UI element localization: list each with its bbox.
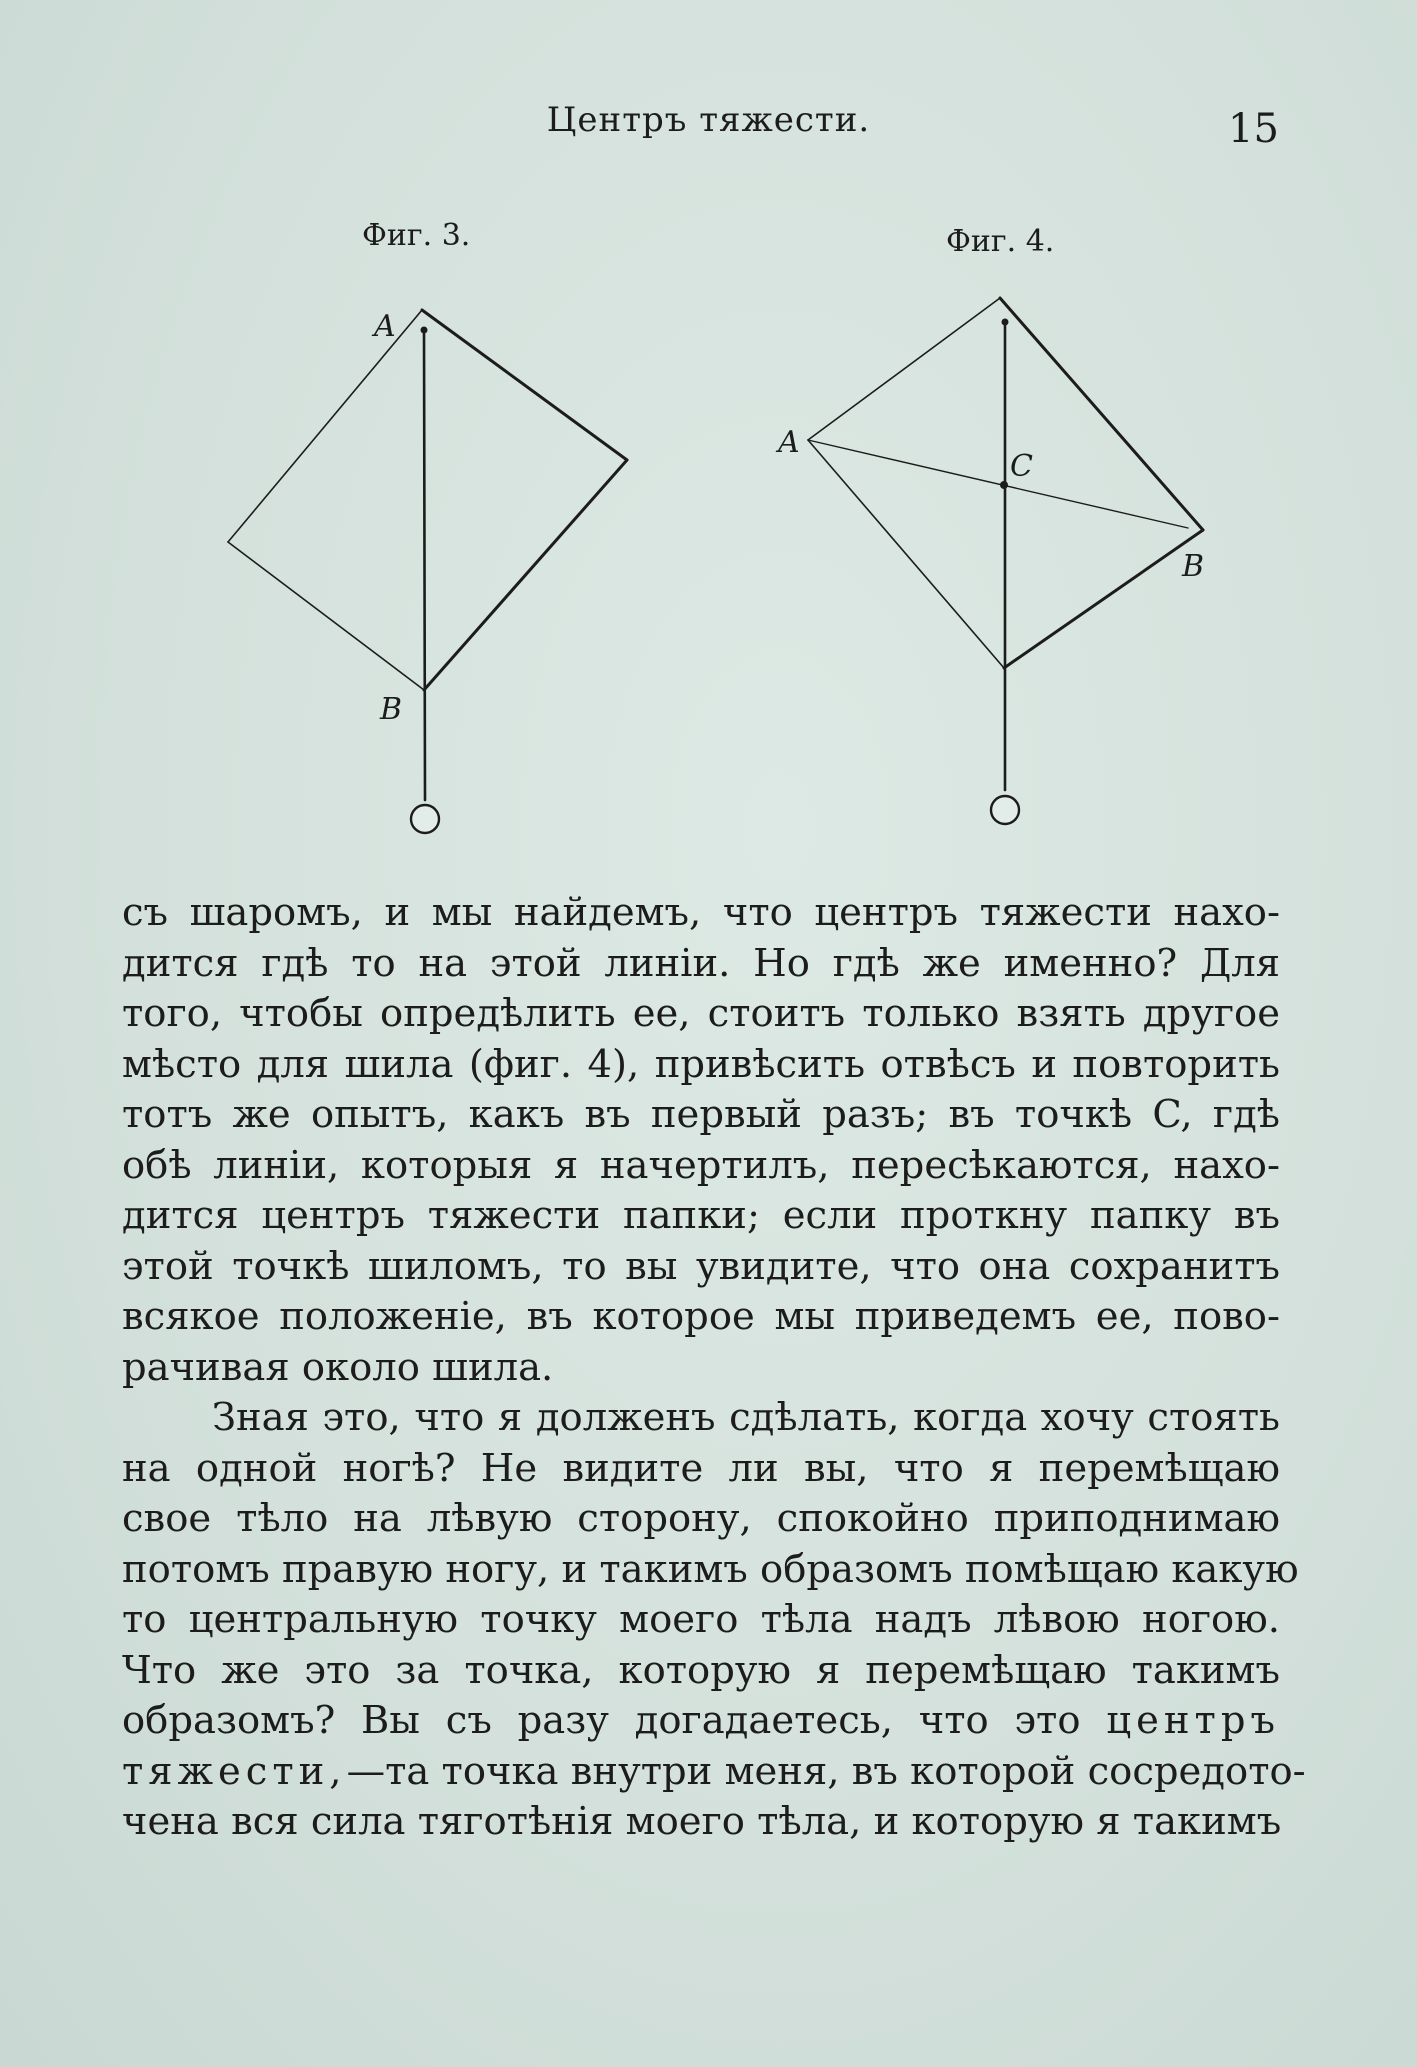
text-segment: образомъ? Вы съ разу догадаетесь, что это xyxy=(122,1698,1081,1743)
figure-3-diagram xyxy=(228,310,627,833)
fig3-label-a: A xyxy=(374,309,396,344)
text-line: Что же это за точка, которую я перемѣщаю такимъ xyxy=(122,1647,1280,1693)
fig3-edge-left-upper xyxy=(228,310,422,542)
fig4-edge-bottom-left xyxy=(808,440,1004,668)
fig3-label-b: B xyxy=(380,692,403,727)
text-line: на одной ногѣ? Не видите ли вы, что я перемѣщаю xyxy=(122,1445,1280,1491)
body-text xyxy=(122,888,1306,1848)
text-line: чена вся сила тяготѣнія моего тѣла, и которую я такимъ xyxy=(122,1799,1282,1844)
text-line: мѣсто для шила (фиг. 4), привѣсить отвѣсъ и повторить xyxy=(122,1041,1280,1087)
fig3-plumb-line xyxy=(424,330,425,800)
text-line: съ шаромъ, и мы найдемъ, что центръ тяжести нахо- xyxy=(122,890,1280,935)
text-line: дится центръ тяжести папки; если проткну папку въ xyxy=(122,1193,1280,1238)
fig4-center-point-c xyxy=(1000,481,1008,489)
text-line: рачивая около шила. xyxy=(122,1344,554,1390)
spaced-emphasis: центръ xyxy=(1106,1698,1280,1743)
text-line xyxy=(122,1747,1306,1798)
text-line xyxy=(122,1696,1280,1747)
text-line: свое тѣло на лѣвую сторону, спокойно приподнимаю xyxy=(122,1496,1280,1541)
text-line: всякое положеніе, въ которое мы приведемъ ее, пово- xyxy=(122,1294,1280,1339)
fig4-line-a-b xyxy=(808,440,1188,528)
text-line: тотъ же опытъ, какъ въ первый разъ; въ точкѣ C, гдѣ xyxy=(122,1092,1280,1137)
fig4-label-c: C xyxy=(1010,449,1033,484)
text-line: Зная это, что я долженъ сдѣлать, когда хочу стоять xyxy=(212,1395,1280,1440)
running-title: Центръ тяжести. xyxy=(546,100,871,140)
fig4-edge-bottom-right xyxy=(1004,530,1203,668)
text-segment: —та точка внутри меня, въ которой сосредото- xyxy=(346,1748,1306,1794)
text-line: того, чтобы опредѣлить ее, стоитъ только взять другое xyxy=(122,991,1280,1036)
page-number: 15 xyxy=(1228,106,1279,152)
text-line: этой точкѣ шиломъ, то вы увидите, что она сохранитъ xyxy=(122,1243,1280,1289)
fig3-edge-left-lower xyxy=(228,542,424,690)
fig3-pin-point xyxy=(421,327,428,334)
spaced-emphasis: тяжести, xyxy=(122,1748,347,1794)
fig3-plumb-bob xyxy=(411,805,439,833)
text-line: обѣ линіи, которыя я начертилъ, пересѣкаются, нахо- xyxy=(122,1142,1280,1188)
figure-3-caption: Фиг. 3. xyxy=(362,218,471,253)
fig4-label-b: B xyxy=(1182,549,1205,584)
text-line: потомъ правую ногу, и такимъ образомъ помѣщаю какую xyxy=(122,1546,1299,1592)
fig4-edge-top-left xyxy=(808,298,1000,440)
fig4-plumb-bob xyxy=(991,796,1019,824)
figure-4-diagram xyxy=(808,298,1203,824)
fig3-edge-right-lower xyxy=(424,460,627,690)
fig3-edge-right-upper xyxy=(422,310,627,460)
text-line: дится гдѣ то на этой линіи. Но гдѣ же именно? Для xyxy=(122,940,1280,986)
fig4-pin-point xyxy=(1002,319,1009,326)
figures-illustration xyxy=(0,0,1417,880)
text-line: то центральную точку моего тѣла надъ лѣвою ногою. xyxy=(122,1597,1280,1642)
fig4-label-a: A xyxy=(778,425,800,460)
figure-4-caption: Фиг. 4. xyxy=(946,224,1055,259)
fig4-edge-top-right xyxy=(1000,298,1203,530)
